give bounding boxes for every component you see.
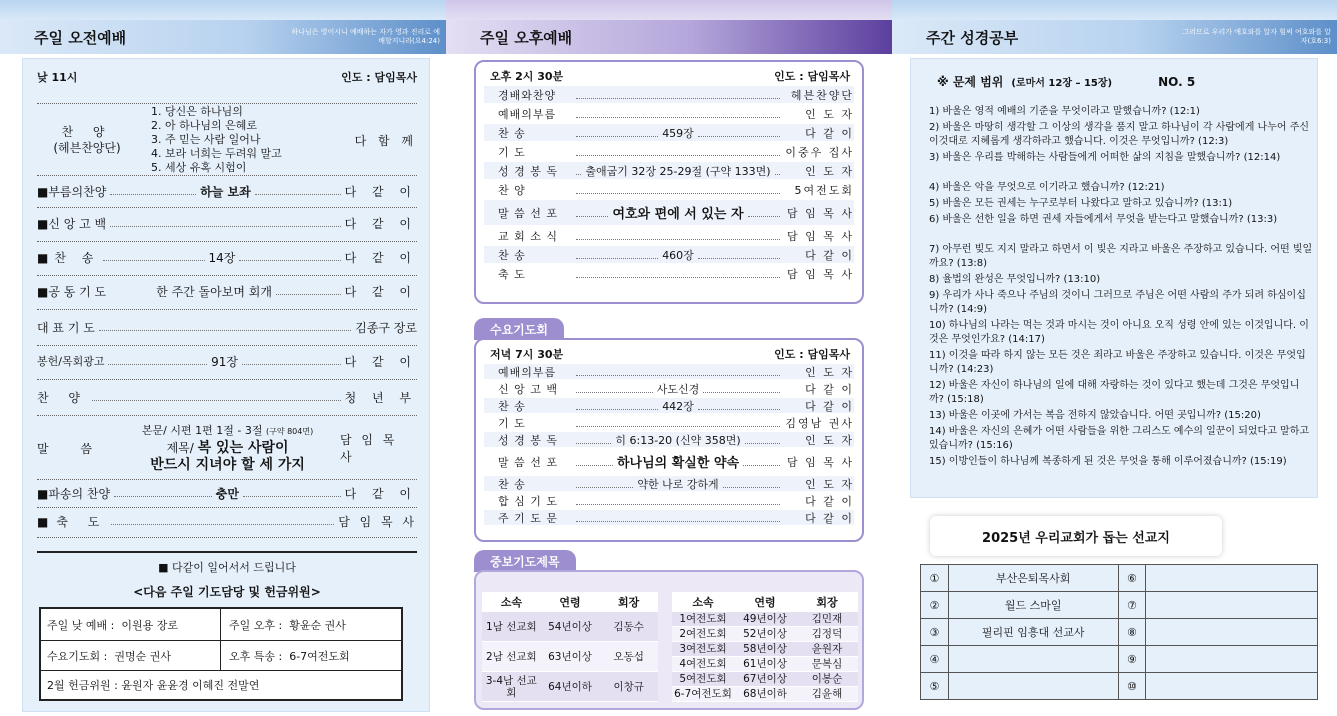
leader-dots xyxy=(576,402,658,410)
order-row xyxy=(37,315,417,339)
intercession-cell: 64년이하 xyxy=(548,680,592,693)
order-row xyxy=(37,179,417,203)
order-responder: 5여전도회 xyxy=(794,183,854,197)
missions-cell xyxy=(1146,673,1318,700)
intercession-row xyxy=(672,657,858,672)
bible-study-column xyxy=(892,0,1337,716)
leader-dots xyxy=(745,436,780,444)
missions-cell: ⑩ xyxy=(1118,673,1146,700)
missions-cell: ⑨ xyxy=(1118,646,1146,673)
leader-dots xyxy=(576,514,780,522)
intercession-row xyxy=(672,687,858,702)
missions-cell: ⑦ xyxy=(1118,592,1146,619)
hymn-row xyxy=(37,105,417,175)
order-label: 찬 송 xyxy=(498,126,526,140)
leader-dots xyxy=(576,148,780,156)
missions-cell: 부산은퇴목사회 xyxy=(948,565,1118,592)
order-responder: 다 같 이 xyxy=(344,216,417,231)
intercession-row xyxy=(482,642,658,672)
leader-dots xyxy=(775,167,780,175)
order-row xyxy=(484,381,854,397)
order-responder: 담 임 목 사 xyxy=(787,455,855,469)
missions-cell: ③ xyxy=(921,619,949,646)
order-label: 찬 양 xyxy=(498,183,526,197)
missions-row xyxy=(921,646,1318,673)
intercession-cell: 오동섭 xyxy=(613,650,644,663)
intercession-left-table xyxy=(482,596,658,702)
sermon-title-line1: 복 있는 사람이 xyxy=(197,440,289,456)
duty-label: 오후 특송 : xyxy=(229,649,283,663)
order-responder: 다 같 이 xyxy=(805,511,854,525)
study-question: 15) 이방인들이 하나님께 복종하게 된 것은 무엇을 통해 이루어졌습니까? (15:19) xyxy=(929,456,1287,467)
order-label: ■축 도 xyxy=(37,514,108,529)
order-row xyxy=(484,124,854,142)
hymn-responder: 다 함 께 xyxy=(354,133,417,148)
order-row xyxy=(37,509,417,533)
leader-dots xyxy=(576,436,611,444)
missions-cell xyxy=(948,646,1118,673)
leader-dots xyxy=(576,270,780,278)
sermon-row xyxy=(37,419,417,477)
duty-table xyxy=(39,607,403,701)
order-row xyxy=(484,398,854,414)
order-content: 91장 xyxy=(211,354,238,369)
standing-note: ■ 다같이 일어서서 드립니다 xyxy=(158,561,296,574)
morning-time: 낮 11시 xyxy=(37,71,78,84)
order-responder: 담 임 목 사 xyxy=(338,514,417,529)
leader-dots xyxy=(576,497,780,505)
intercession-box xyxy=(474,570,864,710)
wednesday-leader: 인도 : 담임목사 xyxy=(774,348,850,361)
intercession-cell: 이창규 xyxy=(613,680,644,693)
order-label: 찬 양 xyxy=(37,390,88,405)
leader-dots xyxy=(576,251,658,259)
order-row xyxy=(484,265,854,283)
leader-dots xyxy=(576,186,780,194)
order-content: 459장 xyxy=(662,126,694,140)
order-row xyxy=(37,279,417,303)
leader-dots xyxy=(576,167,581,175)
order-label: 경배와찬양 xyxy=(498,88,557,102)
hymn-list-item: 3. 주 믿는 사람 일어나 xyxy=(151,133,261,146)
hymn-sub: (헤븐찬양단) xyxy=(53,141,121,155)
intercession-cell: 63년이상 xyxy=(548,650,592,663)
intercession-row xyxy=(672,627,858,642)
order-responder: 청 년 부 xyxy=(344,390,417,405)
order-responder: 담 임 목 사 xyxy=(787,267,854,281)
leader-dots xyxy=(576,232,780,240)
study-question: 4) 바울은 악을 무엇으로 이기라고 했습니까? (12:21) xyxy=(929,182,1165,193)
morning-service-column xyxy=(0,0,446,716)
top-strip xyxy=(446,0,892,20)
order-row xyxy=(484,510,854,526)
order-responder: 인 도 자 xyxy=(805,107,854,121)
order-label: 기 도 xyxy=(498,145,526,159)
order-label: 찬 송 xyxy=(498,399,526,413)
missions-cell: ① xyxy=(921,565,949,592)
morning-leader: 인도 : 담임목사 xyxy=(341,71,417,84)
intercession-cell: 1남 선교회 xyxy=(486,620,537,633)
sermon-title-label: 제목/ xyxy=(166,441,194,455)
missions-cell: ⑥ xyxy=(1118,565,1146,592)
leader-dots xyxy=(576,129,658,137)
order-label: ■찬 송 xyxy=(37,250,100,265)
order-responder: 헤븐찬양단 xyxy=(790,88,854,102)
intercession-cell: 문복심 xyxy=(811,658,843,670)
order-responder: 담 임 목 사 xyxy=(787,206,855,220)
intercession-cell: 김정덕 xyxy=(811,628,843,640)
order-row xyxy=(484,181,854,199)
intercession-cell: 이봉순 xyxy=(811,673,843,685)
order-content: 14장 xyxy=(208,250,236,265)
study-question: 14) 바울은 자신의 은혜가 어떤 사람들을 위한 그리스도 예수의 일꾼이 되었다고 말하고 있습니까? (15:16) xyxy=(929,426,1310,451)
intercession-cell: 김동수 xyxy=(613,620,644,633)
intercession-cell: 58년이상 xyxy=(743,643,787,655)
order-responder: 다 같 이 xyxy=(344,184,418,199)
order-label: ■공 동 기 도 xyxy=(37,284,107,299)
bible-verse: 그러므로 우리가 애호와를 알자 힘써 여호와를 알자(호6:3) xyxy=(1182,28,1331,45)
intercession-header-row xyxy=(482,592,658,612)
order-content: 442장 xyxy=(662,399,694,413)
duty-label: 주일 낮 예배 : xyxy=(47,618,115,632)
range-text: (로마서 12장 – 15장) xyxy=(1011,78,1113,89)
study-question: 12) 바울은 자신이 하나님의 일에 대해 자랑하는 것이 있다고 했는데 그것은 무엇입니까? (15:18) xyxy=(929,380,1300,405)
study-question: 2) 바울은 마땅히 생각할 그 이상의 생각을 품지 말고 하나님이 각 사람에게 나누어 주신 이것대로 지혜롭게 생각하라고 했습니다. 이것은 무엇입니까? (12:3) xyxy=(929,122,1310,147)
missions-cell xyxy=(1146,565,1318,592)
study-number: NO. 5 xyxy=(1158,75,1196,89)
study-question: 3) 바울은 우리를 박해하는 사람들에게 어떠한 삶의 지침을 말했습니까? (12:14) xyxy=(929,152,1281,163)
missions-cell: 월드 스마일 xyxy=(948,592,1118,619)
intercession-cell: 49년이상 xyxy=(743,613,787,625)
missions-row xyxy=(921,565,1318,592)
wednesday-time: 저녁 7시 30분 xyxy=(490,348,564,361)
order-label: 신 앙 고 백 xyxy=(498,382,558,396)
order-row xyxy=(37,245,417,269)
order-responder: 다 같 이 xyxy=(344,354,417,369)
missions-cell: ② xyxy=(921,592,949,619)
order-row xyxy=(484,415,854,431)
order-label: 성 경 봉 독 xyxy=(498,164,558,178)
leader-dots xyxy=(576,368,780,376)
intercession-cell: 2여전도회 xyxy=(679,628,727,640)
missions-cell: ④ xyxy=(921,646,949,673)
range-label: ※ 문제 범위 xyxy=(937,75,1004,89)
morning-verse: 하나님은 영이시니 예배하는 자가 영과 진리로 예배할지니라(요4:24) xyxy=(291,28,440,45)
duty-name: 이원용 장로 xyxy=(121,618,178,632)
missions-table xyxy=(920,564,1318,700)
order-content: 하나님의 확실한 약속 xyxy=(616,456,740,471)
top-strip xyxy=(0,0,446,20)
column-header: 연령 xyxy=(559,596,581,609)
order-label: 기 도 xyxy=(498,416,526,430)
hymn-list-item: 2. 아 하나님의 은혜로 xyxy=(151,119,257,132)
order-label: ■신 앙 고 백 xyxy=(37,216,107,231)
order-responder: 인 도 자 xyxy=(805,433,854,447)
order-row xyxy=(484,476,854,492)
order-row xyxy=(37,211,417,235)
missions-cell: ⑧ xyxy=(1118,619,1146,646)
order-responder: 인 도 자 xyxy=(805,477,854,491)
bible-header xyxy=(892,20,1337,54)
intercession-header-row xyxy=(672,592,858,612)
study-question: 5) 바울은 모든 권세는 누구로부터 나왔다고 말하고 있습니까? (13:1) xyxy=(929,198,1233,209)
offering-committee: 2월 헌금위원 : 윤원자 윤윤경 이혜진 전말연 xyxy=(47,679,260,692)
intercession-cell: 3-4남 선교회 xyxy=(485,674,537,699)
order-label: 주 기 도 문 xyxy=(498,511,558,525)
order-content: 약한 나로 강하게 xyxy=(637,477,719,491)
intercession-row xyxy=(672,612,858,627)
order-content: 히 6:13-20 (신약 358면) xyxy=(615,433,741,447)
order-label: 찬 송 xyxy=(498,477,526,491)
column-header: 회장 xyxy=(618,596,640,609)
order-row xyxy=(484,364,854,380)
intercession-cell: 67년이상 xyxy=(743,673,787,685)
leader-dots xyxy=(576,209,608,217)
missions-cell: ⑤ xyxy=(921,673,949,700)
order-responder: 담 임 목 사 xyxy=(787,229,854,243)
missions-cell xyxy=(1146,592,1318,619)
order-label: 말 씀 선 포 xyxy=(498,206,558,220)
next-week-title: <다음 주일 기도담당 및 헌금위원> xyxy=(133,585,321,599)
order-responder: 다 같 이 xyxy=(344,486,417,501)
intercession-row xyxy=(482,612,658,642)
study-question: 1) 바울은 영적 예배의 기준을 무엇이라고 말했습니까? (12:1) xyxy=(929,106,1200,117)
column-header: 소속 xyxy=(692,596,714,609)
intercession-row xyxy=(482,672,658,702)
missions-cell: 필리핀 임흥대 선교사 xyxy=(948,619,1118,646)
intercession-cell: 3여전도회 xyxy=(679,643,727,655)
intercession-cell: 김민재 xyxy=(811,613,843,625)
order-row xyxy=(37,385,417,409)
leader-dots xyxy=(576,91,780,99)
morning-header xyxy=(0,20,446,54)
missions-row xyxy=(921,619,1318,646)
sermon-reference: (구약 804면) xyxy=(265,427,314,436)
morning-title: 주일 오전예배 xyxy=(34,28,127,47)
order-responder: 다 같 이 xyxy=(344,284,417,299)
order-responder: 김영남 권사 xyxy=(785,416,854,430)
order-responder: 다 같 이 xyxy=(805,399,854,413)
order-label: 예배의부름 xyxy=(498,365,557,379)
morning-order-panel xyxy=(22,58,430,712)
afternoon-title: 주일 오후예배 xyxy=(480,28,573,47)
missions-cell xyxy=(1146,646,1318,673)
duty-name: 6-7여전도회 xyxy=(289,649,350,663)
leader-dots xyxy=(698,251,780,259)
duty-label: 수요기도회 : xyxy=(47,649,108,663)
order-row xyxy=(484,449,854,475)
order-content: 여호와 편에 서 있는 자 xyxy=(612,207,744,222)
intercession-cell: 윤원자 xyxy=(811,643,843,655)
afternoon-header xyxy=(446,20,892,54)
order-responder: 인 도 자 xyxy=(805,365,854,379)
intercession-cell: 4여전도회 xyxy=(679,658,727,670)
hymn-list-item: 1. 당신은 하나님의 xyxy=(151,105,243,118)
intercession-cell: 68년이하 xyxy=(743,688,787,700)
order-responder: 다 같 이 xyxy=(805,494,854,508)
order-row xyxy=(37,481,417,505)
intercession-row xyxy=(672,642,858,657)
order-label: 축 도 xyxy=(498,267,526,281)
study-question: 8) 율법의 완성은 무엇입니까? (13:10) xyxy=(929,274,1101,285)
column-header: 연령 xyxy=(754,596,776,609)
order-label: ■파송의 찬양 xyxy=(37,486,111,501)
order-responder: 김종구 장로 xyxy=(355,320,417,335)
study-question: 11) 이것을 따라 하지 않는 모든 것은 죄라고 바울은 주장하고 있습니다. 이것은 무엇입니까? (14:23) xyxy=(929,350,1306,375)
column-header: 회장 xyxy=(816,596,838,609)
order-label: ■부름의찬양 xyxy=(37,184,107,199)
missions-cell xyxy=(1146,619,1318,646)
intercession-cell: 김윤해 xyxy=(811,688,843,700)
column-header: 소속 xyxy=(500,596,522,609)
order-responder: 이중우 집사 xyxy=(785,145,854,159)
sermon-passage: 본문/ 시편 1편 1절 - 3절 xyxy=(141,424,263,437)
order-label: 찬 송 xyxy=(498,248,526,262)
missions-row xyxy=(921,592,1318,619)
leader-dots xyxy=(703,385,780,393)
order-content: 460장 xyxy=(662,248,694,262)
afternoon-service-column xyxy=(446,0,892,716)
missions-title: 2025년 우리교회가 돕는 선교지 xyxy=(930,516,1222,556)
leader-dots xyxy=(576,385,653,393)
leader-dots xyxy=(576,110,780,118)
order-row xyxy=(484,162,854,180)
sermon-label: 말 씀 xyxy=(37,441,106,456)
leader-dots xyxy=(723,480,780,488)
top-strip xyxy=(892,0,1337,20)
order-content: 한 주간 돌아보며 회개 xyxy=(156,284,272,299)
intercession-tag: 중보기도제목 xyxy=(474,550,576,572)
duty-name: 권명순 권사 xyxy=(114,649,171,663)
order-content: 사도신경 xyxy=(656,382,700,396)
intercession-row xyxy=(672,672,858,687)
order-label: 대 표 기 도 xyxy=(37,320,95,335)
afternoon-time: 오후 2시 30분 xyxy=(490,70,564,83)
sermon-title-line2: 반드시 지녀야 할 세 가지 xyxy=(150,457,305,473)
order-row xyxy=(484,432,854,448)
order-label: 합 심 기 도 xyxy=(498,494,558,508)
wednesday-tag: 수요기도회 xyxy=(474,318,564,340)
order-responder: 다 같 이 xyxy=(344,250,417,265)
afternoon-leader: 인도 : 담임목사 xyxy=(774,70,850,83)
order-label: 교 회 소 식 xyxy=(498,229,558,243)
order-content: 출애굽기 32장 25-29절 (구약 133면) xyxy=(585,164,771,178)
order-responder: 다 같 이 xyxy=(805,248,854,262)
order-responder: 다 같 이 xyxy=(805,382,855,396)
order-label: 성 경 봉 독 xyxy=(498,433,558,447)
hymn-label: 찬 양 xyxy=(61,125,113,139)
order-row xyxy=(484,200,854,226)
order-content: 하늘 보좌 xyxy=(200,184,251,199)
leader-dots xyxy=(576,480,633,488)
wednesday-order-box xyxy=(474,338,864,542)
sermon-responder: 담 임 목 사 xyxy=(339,433,398,464)
order-row xyxy=(484,227,854,245)
leader-dots xyxy=(576,419,780,427)
leader-dots xyxy=(576,458,613,466)
order-responder: 인 도 자 xyxy=(805,164,855,178)
intercession-cell: 6-7여전도회 xyxy=(674,688,732,700)
bible-study-panel xyxy=(910,58,1318,498)
hymn-list-item: 4. 보라 너희는 두려워 말고 xyxy=(151,147,282,160)
study-question: 13) 바울은 이곳에 가서는 복음 전하지 않았습니다. 어떤 곳입니까? (15:20) xyxy=(929,410,1261,421)
order-label: 봉헌/목회광고 xyxy=(37,355,105,368)
order-row xyxy=(484,105,854,123)
order-content: 충만 xyxy=(215,486,239,501)
study-question: 10) 하나님의 나라는 먹는 것과 마시는 것이 아니요 오직 성령 안에 있는 이것입니다. 이것은 무엇인가요? (14:17) xyxy=(929,320,1309,345)
intercession-cell: 61년이상 xyxy=(743,658,787,670)
order-row xyxy=(484,143,854,161)
order-row xyxy=(484,246,854,264)
order-label: 예배의부름 xyxy=(498,107,557,121)
order-responder: 다 같 이 xyxy=(805,126,854,140)
leader-dots xyxy=(748,209,780,217)
order-row xyxy=(37,349,417,373)
study-question: 7) 아무런 빚도 지지 말라고 하면서 이 빚은 지라고 바울은 주장하고 있습니다. 어떤 빚일까요? (13:8) xyxy=(929,244,1313,269)
order-row xyxy=(484,493,854,509)
missions-row xyxy=(921,673,1318,700)
leader-dots xyxy=(698,129,780,137)
intercession-cell: 52년이상 xyxy=(743,628,787,640)
study-question: 9) 우리가 사나 죽으나 주님의 것이니 그러므로 주님은 어떤 사람의 주가 되려 하심이십니까? (14:9) xyxy=(929,290,1306,315)
afternoon-order-box xyxy=(474,60,864,304)
intercession-cell: 5여전도회 xyxy=(679,673,727,685)
bible-title: 주간 성경공부 xyxy=(926,28,1019,47)
order-label: 말 씀 선 포 xyxy=(498,455,558,469)
intercession-cell: 2남 선교회 xyxy=(486,650,537,663)
study-question: 6) 바울은 선한 일을 하면 권세 자들에게서 무엇을 받는다고 말했습니까? (13:3) xyxy=(929,214,1278,225)
missions-cell xyxy=(948,673,1118,700)
intercession-cell: 1여전도회 xyxy=(679,613,727,625)
hymn-list-item: 5. 세상 유혹 시험이 xyxy=(151,161,247,174)
leader-dots xyxy=(743,458,780,466)
order-row xyxy=(484,86,854,104)
duty-label: 주일 오후 : xyxy=(229,618,283,632)
leader-dots xyxy=(698,402,780,410)
duty-name: 황윤순 권사 xyxy=(289,618,346,632)
intercession-cell: 54년이상 xyxy=(548,620,592,633)
intercession-right-table xyxy=(672,596,858,702)
